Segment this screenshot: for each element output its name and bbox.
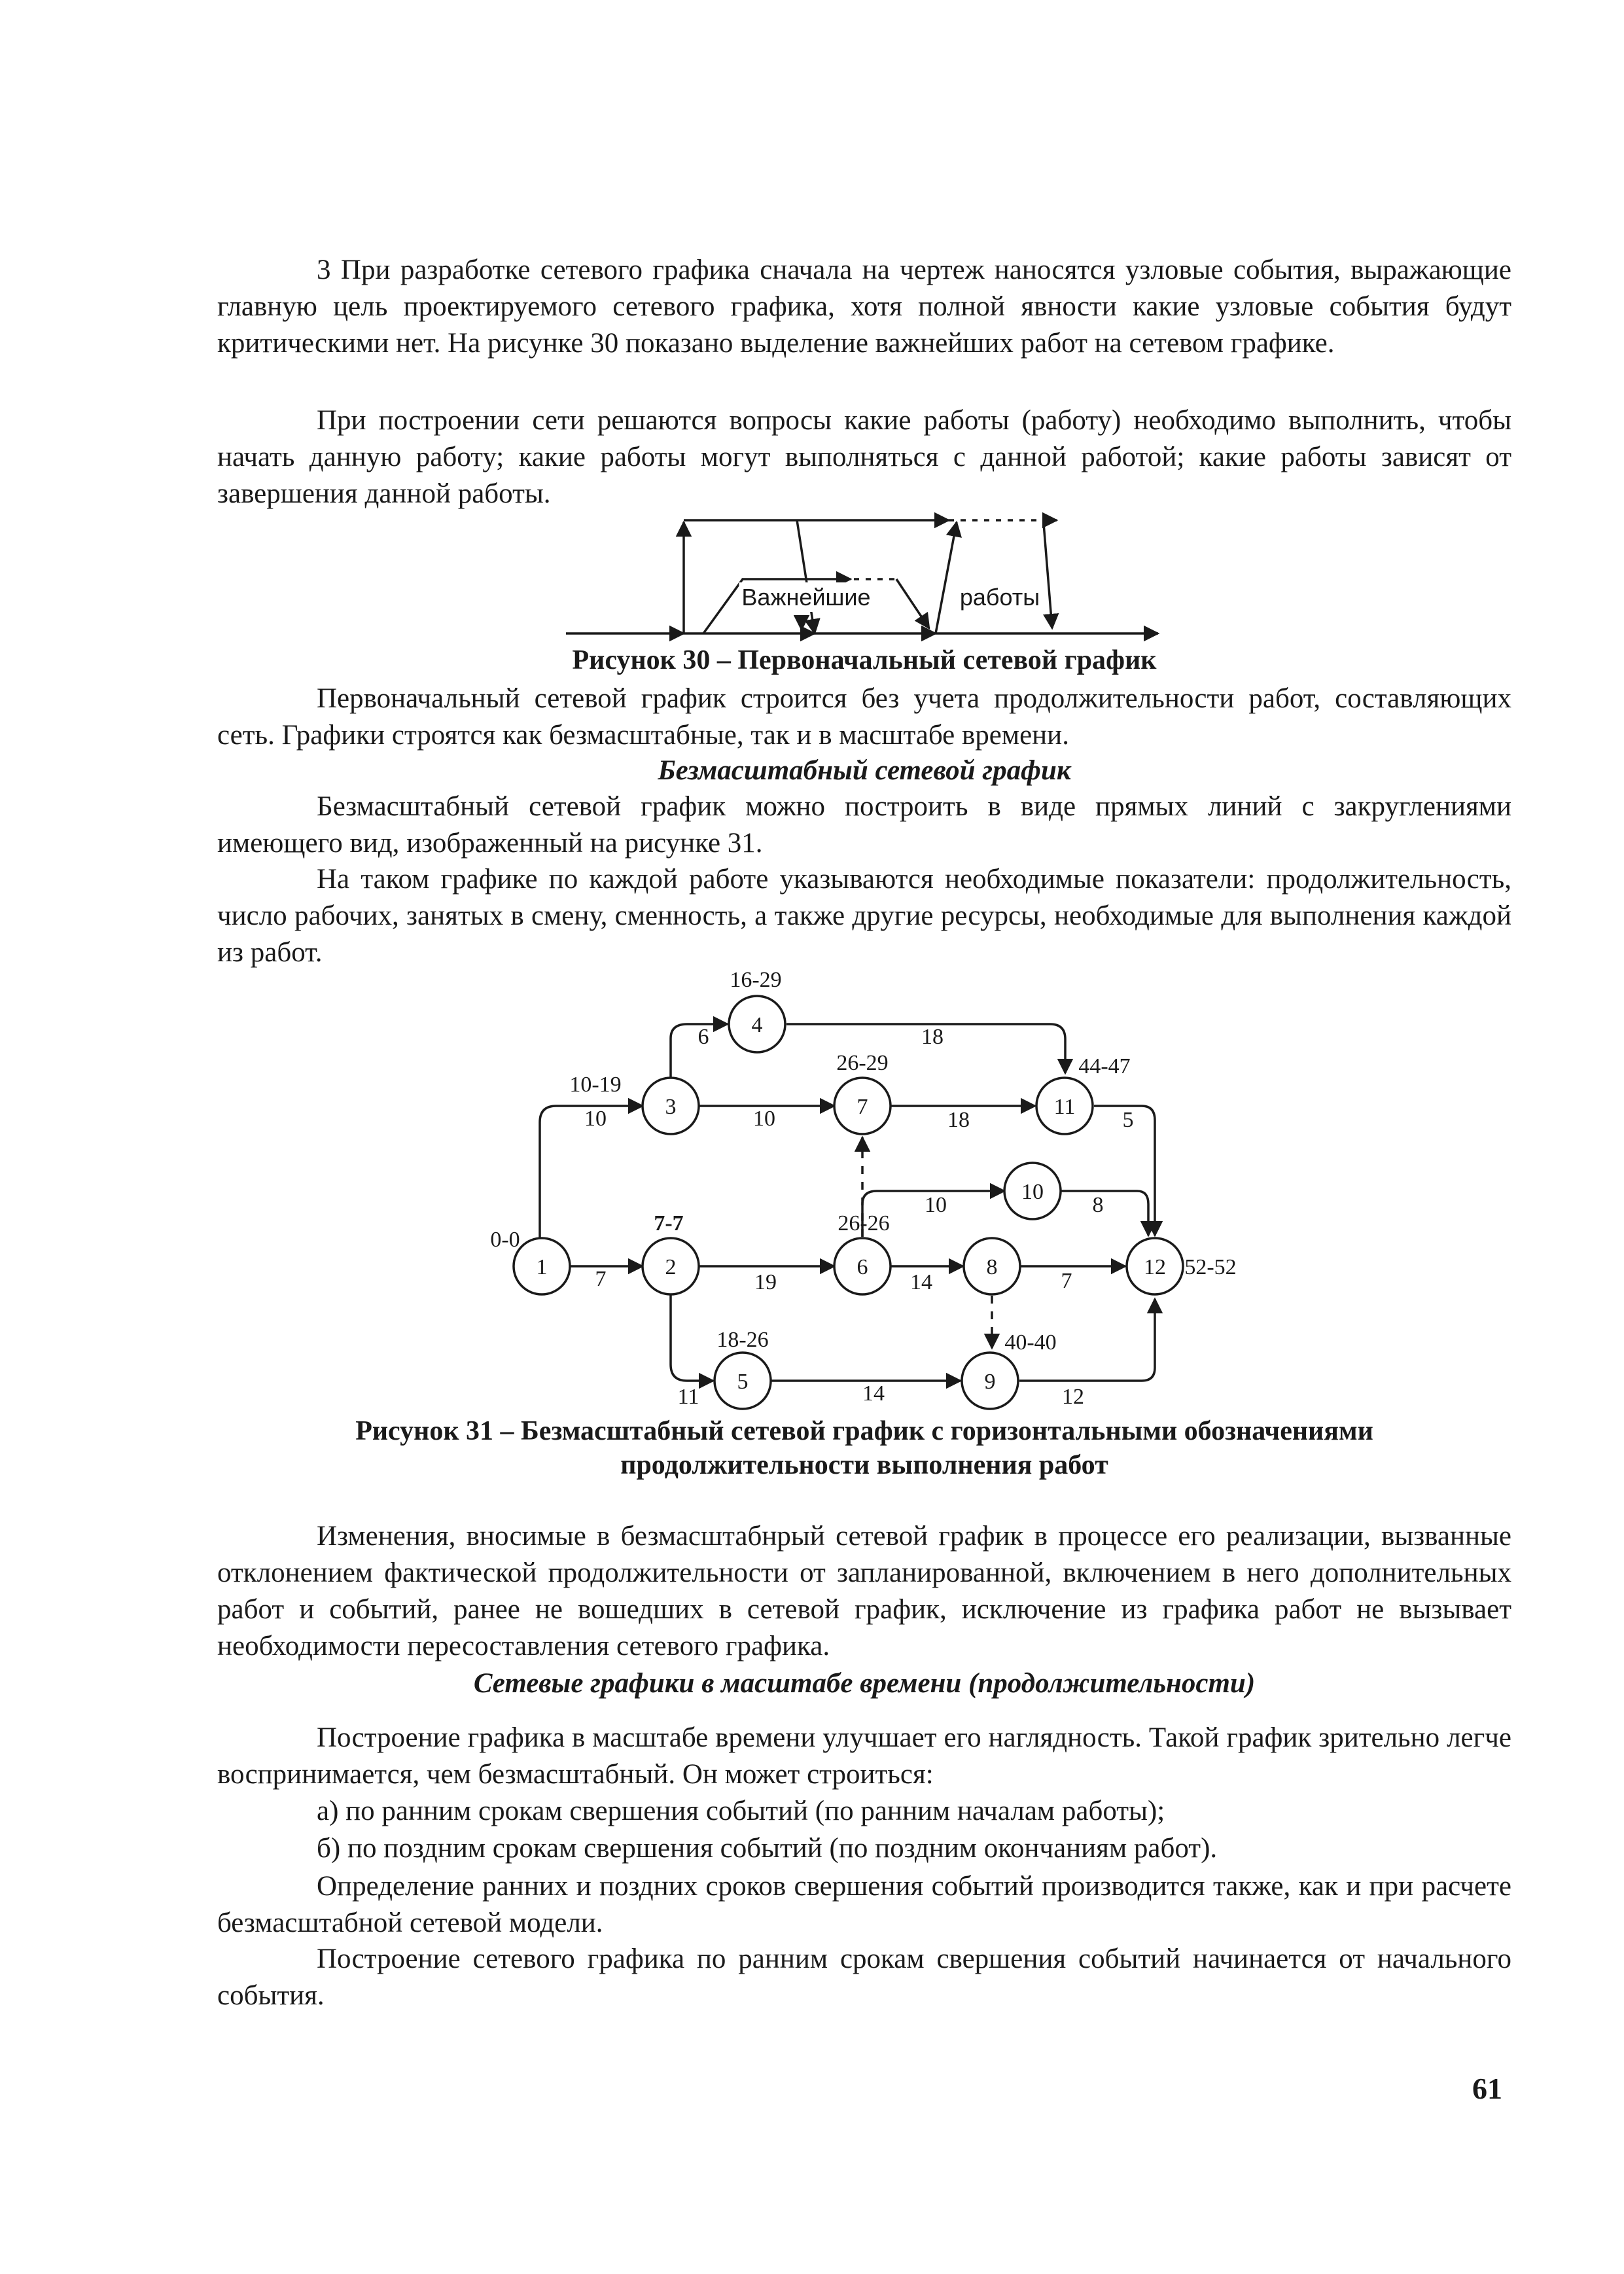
- node-10-label: 10: [1021, 1180, 1044, 1204]
- node-9-label: 9: [984, 1370, 996, 1394]
- node-1-time: 0-0: [490, 1228, 520, 1252]
- node-7-label: 7: [856, 1095, 868, 1119]
- edge-2-5: [671, 1292, 713, 1381]
- edge-9-12-duration: 12: [1062, 1385, 1084, 1409]
- edge-10-12: [1060, 1191, 1148, 1235]
- paragraph-network-questions: При построении сети решаются вопросы какие работы (работу) необходимо выполнить, чтобы начать данную работу; какие работы могут выполняться с данной работой; какие работы зависят от завершения данной работы.: [217, 405, 1511, 509]
- paragraph-intro: 3 При разработке сетевого графика сначала на чертеж наносятся узловые события, выражающие главную цель проектируемого сетевого графика, хотя полной явности какие узловые события будут критическими нет. На рисунке 30 показано выделение важнейших работ на сетевом графике.: [217, 255, 1511, 359]
- node-4-time: 16-29: [730, 968, 782, 992]
- paragraph-construction: Построение сетевого графика по ранним срокам свершения событий начинается от начального события.: [217, 1944, 1511, 2011]
- edge-6-10-duration: 10: [925, 1193, 947, 1217]
- edge-10-12-duration: 8: [1092, 1193, 1104, 1217]
- node-5-time: 18-26: [716, 1328, 769, 1352]
- paragraph-time-scale: Построение графика в масштабе времени улучшает его наглядность. Такой график зрительно легче воспринимается, чем безмасштабный. Он может строиться:: [217, 1722, 1511, 1790]
- node-5-label: 5: [737, 1370, 749, 1394]
- edge-7-11-duration: 18: [947, 1108, 970, 1132]
- edge-2-6-duration: 19: [754, 1270, 777, 1294]
- node-12-time: 52-52: [1184, 1255, 1237, 1279]
- node-11-label: 11: [1053, 1095, 1076, 1119]
- list-item-early: а) по ранним срокам свершения событий (по ранним началам работы);: [317, 1796, 1165, 1826]
- list-item-late: б) по поздним срокам свершения событий (по поздним окончаниям работ).: [317, 1833, 1218, 1864]
- paragraph-changes: Изменения, вносимые в безмасштабнрый сетевой график в процессе его реализации, вызванные отклонением фактической продолжительности от запланированной, включением в него дополнительных работ и событий, ранее не вошедших в сетевой график, исключение из графика работ не вызывает необходимости пересоставления сетевого графика.: [217, 1521, 1511, 1661]
- edge-1-2-duration: 7: [595, 1267, 607, 1291]
- figure-31-caption-line-1: Рисунок 31 – Безмасштабный сетевой график с горизонтальными обозначениями: [355, 1416, 1373, 1446]
- heading-scaleless-graph: Безмасштабный сетевой график: [658, 755, 1071, 786]
- figure-30-diagram: [0, 504, 1624, 654]
- node-2-label: 2: [665, 1255, 677, 1279]
- node-12-label: 12: [1144, 1255, 1166, 1279]
- edge-6-8-duration: 14: [910, 1270, 932, 1294]
- node-8-label: 8: [986, 1255, 998, 1279]
- figure-30-label-left: Важнейшие: [741, 584, 871, 611]
- figure-30-caption: Рисунок 30 – Первоначальный сетевой график: [572, 645, 1157, 675]
- edge-3-4-duration: 6: [697, 1025, 709, 1049]
- paragraph-scaleless-lines: Безмасштабный сетевой график можно построить в виде прямых линий с закруглениями имеющего вид, изображенный на рисунке 31.: [217, 791, 1511, 859]
- node-9-time: 40-40: [1004, 1330, 1057, 1355]
- edge-2-5-duration: 11: [677, 1385, 699, 1409]
- paragraph-indicators: На таком графике по каждой работе указываются необходимые показатели: продолжительность, число рабочих, занятых в смену, сменность, а также другие ресурсы, необходимые для выполнения каждой из работ.: [217, 864, 1511, 968]
- edge-11-12-duration: 5: [1122, 1108, 1134, 1132]
- node-11-time: 44-47: [1078, 1054, 1131, 1078]
- edge-1-3-duration: 10: [584, 1107, 607, 1131]
- edge-8-12-duration: 7: [1061, 1269, 1072, 1293]
- paragraph-determination: Определение ранних и поздних сроков свершения событий производится также, как и при расчете безмасштабной сетевой модели.: [217, 1871, 1511, 1938]
- edge-3-7-duration: 10: [753, 1107, 775, 1131]
- node-2-time: 7-7: [654, 1211, 684, 1235]
- node-4-label: 4: [751, 1013, 763, 1037]
- node-6-time: 26-26: [838, 1211, 890, 1235]
- figure-30-label-right: работы: [959, 584, 1040, 611]
- node-6-label: 6: [856, 1255, 868, 1279]
- node-1-label: 1: [536, 1255, 548, 1279]
- edge-5-9-duration: 14: [862, 1381, 885, 1406]
- page-number: 61: [1472, 2072, 1502, 2105]
- node-3-label: 3: [665, 1095, 677, 1119]
- figure-31-caption-line-2: продолжительности выполнения работ: [620, 1450, 1108, 1480]
- node-7-time: 26-29: [836, 1051, 889, 1075]
- edge-4-11-duration: 18: [921, 1025, 944, 1049]
- node-3-time: 10-19: [569, 1073, 622, 1097]
- paragraph-initial-graph: Первоначальный сетевой график строится без учета продолжительности работ, составляющих сеть. Графики строятся как безмасштабные, так и в масштабе времени.: [217, 683, 1511, 751]
- heading-time-scale-graphs: Сетевые графики в масштабе времени (продолжительности): [473, 1668, 1256, 1699]
- figure-31-network-diagram: [0, 968, 1624, 1427]
